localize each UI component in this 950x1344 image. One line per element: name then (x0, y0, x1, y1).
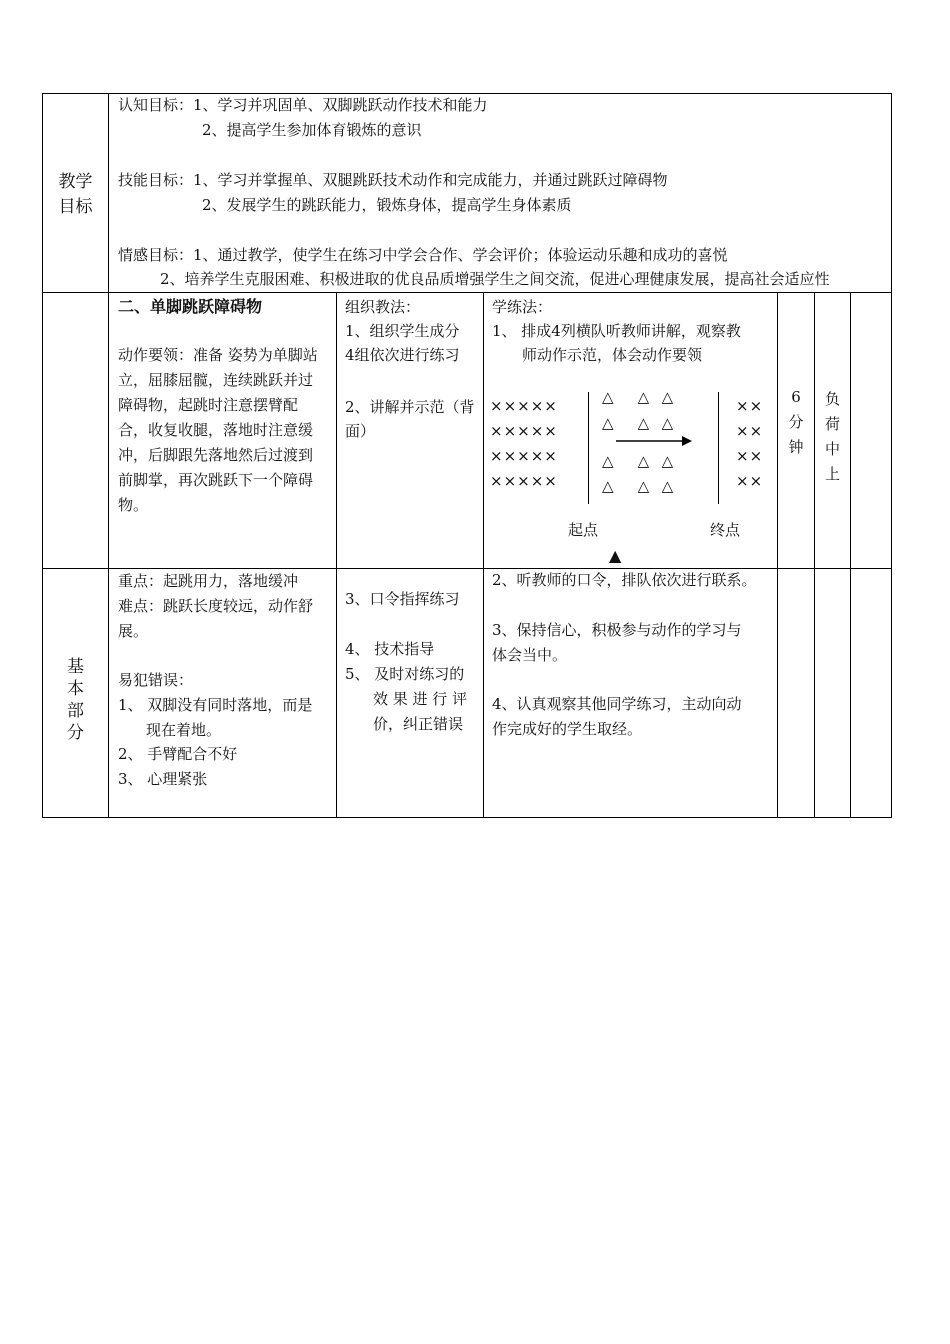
obstacle-row: △ △ △ (602, 388, 675, 406)
org-method-1: 1、组织学生成分 (345, 322, 460, 340)
error-1a: 1、 双脚没有同时落地，而是 (118, 696, 313, 714)
direction-arrow (616, 434, 692, 448)
essentials-line: 物。 (118, 496, 149, 514)
teacher-marker: ▲ (609, 546, 623, 565)
label-col-divider (108, 93, 109, 818)
errors-title: 易犯错误： (118, 671, 194, 689)
org-method-2: 4组依次进行练习 (345, 346, 460, 364)
exercise-load (815, 387, 850, 487)
learn-method-1a: 1、 排成4列横队听教师讲解，观察教 (492, 322, 741, 340)
learn-method-2: 2、听教师的口令，排队依次进行联系。 (492, 571, 757, 589)
learn-method-title: 学练法： (492, 298, 553, 316)
student-row: ××××× (490, 472, 558, 490)
key-point: 重点：起跳用力，落地缓冲 (118, 572, 299, 590)
org-method-title: 组织教法： (345, 298, 421, 316)
basic-label-char: 本 (67, 679, 84, 699)
error-1b: 现在着地。 (146, 721, 222, 739)
learn-method-1b: 师动作示范，体会动作要领 (522, 346, 703, 364)
objectives-label-line1: 教学 (58, 172, 93, 192)
skill-goal-1: 技能目标：1、学习并掌握单、双腿跳跃技术动作和完成能力，并通过跳跃过障碍物 (118, 171, 668, 189)
waiting-row: ×× (736, 397, 764, 415)
essentials-line: 障碍物，起跳时注意摆臂配 (118, 396, 299, 414)
waiting-row: ×× (736, 422, 764, 440)
essentials-line: 立，屈膝屈髋，连续跳跃并过 (118, 371, 314, 389)
learn-method-4a: 4、认真观察其他同学练习，主动向动 (492, 695, 742, 713)
time-unit-2: 钟 (788, 438, 804, 456)
time-value: 6 (791, 388, 801, 406)
start-label: 起点 (568, 521, 599, 539)
load-char: 负 (824, 390, 840, 408)
difficulty-a: 难点：跳跃长度较远，动作舒 (118, 597, 314, 615)
obstacle-row: △ △ △ (602, 414, 675, 432)
table-border-right (891, 93, 892, 818)
basic-part-label (43, 656, 108, 744)
org-method-eval-c: 价，纠正错误 (373, 715, 464, 733)
objectives-label (43, 170, 108, 220)
waiting-row: ×× (736, 447, 764, 465)
learn-method-3b: 体会当中。 (492, 646, 568, 664)
learn-method-3a: 3、保持信心，积极参与动作的学习与 (492, 621, 742, 639)
error-2: 2、 手臂配合不好 (118, 745, 238, 763)
affective-goal-2: 2、培养学生克服困难、积极进取的优良品质增强学生之间交流，促进心理健康发展，提高社会适应性 (160, 270, 830, 288)
org-method-3a: 2、讲解并示范（背 (345, 398, 475, 416)
row-divider-1 (42, 292, 892, 293)
obstacle-row: △ △ △ (602, 477, 675, 495)
load-char: 荷 (824, 415, 840, 433)
time-unit-1: 分 (788, 413, 804, 431)
essentials-line: 冲，后脚跟先落地然后过渡到 (118, 446, 314, 464)
objectives-label-line2: 目标 (58, 197, 93, 217)
waiting-row: ×× (736, 472, 764, 490)
error-3: 3、 心理紧张 (118, 770, 208, 788)
cognitive-goal-2: 2、提高学生参加体育锻炼的意识 (202, 121, 422, 139)
section-title (118, 294, 262, 320)
student-row: ××××× (490, 447, 558, 465)
end-label: 终点 (710, 521, 741, 539)
affective-goal-1: 情感目标：1、通过教学，使学生在练习中学会合作、学会评价；体验运动乐趣和成功的喜悦 (118, 246, 728, 264)
section-title-text: 二、单脚跳跃障碍物 (118, 297, 263, 316)
essentials-line: 动作要领：准备 姿势为单脚站 (118, 346, 318, 364)
org-method-eval-b: 效 果 进 行 评 (373, 690, 468, 708)
time-allocation (778, 385, 814, 460)
load-char: 上 (824, 465, 840, 483)
difficulty-b: 展。 (118, 622, 149, 640)
basic-label-char: 基 (67, 657, 84, 677)
essentials-line: 合，收复收腿，落地时注意缓 (118, 421, 314, 439)
learn-method-4b: 作完成好的学生取经。 (492, 720, 643, 738)
load-col-divider (850, 292, 851, 818)
table-border-bottom (42, 817, 892, 818)
org-method-guidance: 4、 技术指导 (345, 640, 435, 658)
essentials-line: 前脚掌，再次跳跃下一个障碍 (118, 471, 314, 489)
finish-line (718, 392, 719, 504)
cognitive-goal-1: 认知目标：1、学习并巩固单、双脚跳跃动作技术和能力 (118, 96, 488, 114)
basic-label-char: 分 (67, 723, 84, 743)
org-method-3b: 面） (345, 422, 376, 440)
org-method-eval-a: 5、 及时对练习的 (345, 665, 465, 683)
student-row: ××××× (490, 422, 558, 440)
load-char: 中 (824, 440, 840, 458)
skill-goal-2: 2、发展学生的跳跃能力，锻炼身体，提高学生身体素质 (202, 196, 572, 214)
org-col-divider (483, 292, 484, 818)
obstacle-row: △ △ △ (602, 452, 675, 470)
content-col-divider (336, 292, 337, 818)
student-row: ××××× (490, 397, 558, 415)
time-col-divider (814, 292, 815, 818)
org-method-cmd: 3、口令指挥练习 (345, 590, 460, 608)
learn-col-divider (777, 292, 778, 818)
basic-label-char: 部 (67, 701, 84, 721)
start-line (588, 392, 589, 504)
